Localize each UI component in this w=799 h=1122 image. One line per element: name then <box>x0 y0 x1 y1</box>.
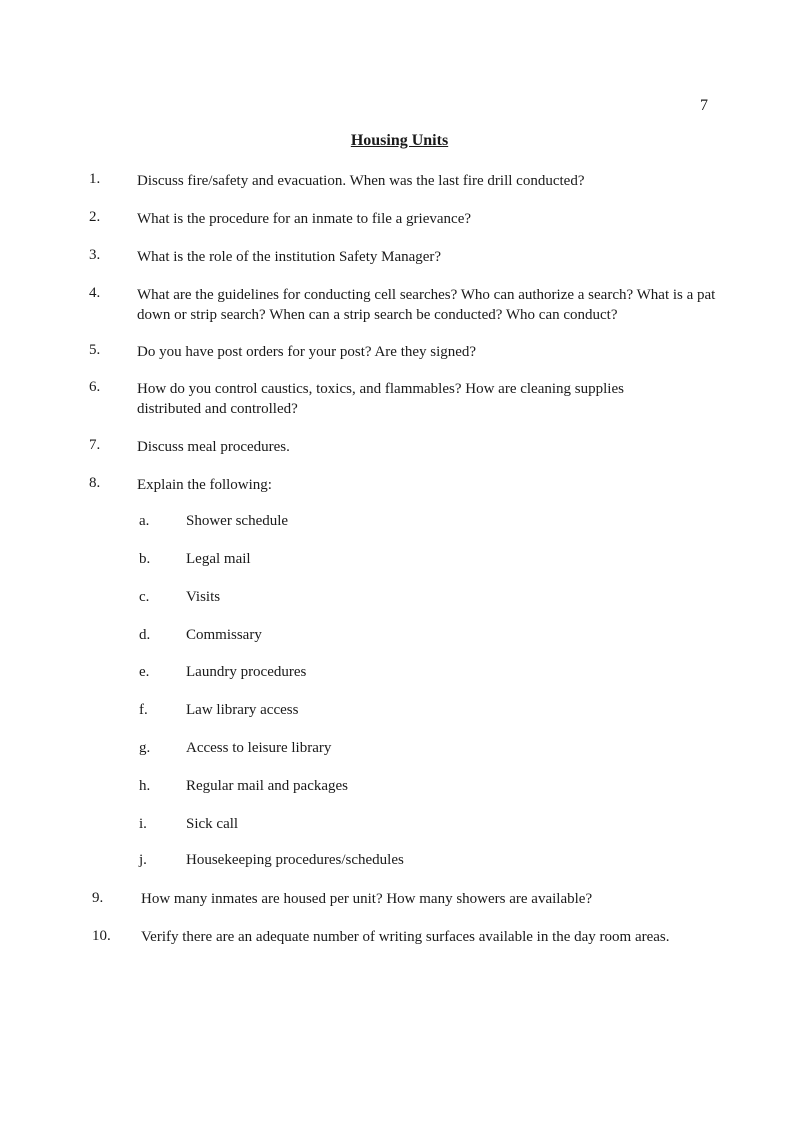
sub-item-letter: c. <box>139 589 150 605</box>
question-text: What are the guidelines for conducting cell searches? Who can authorize a search? What is a pat down or strip search? When can a strip search be conducted? Who can conduct? <box>137 287 716 323</box>
sub-item-text: Sick call <box>186 816 239 832</box>
sub-item-text: Regular mail and packages <box>186 778 349 794</box>
sub-item-letter: g. <box>139 740 151 756</box>
sub-item-text: Law library access <box>186 702 299 718</box>
question-number: 1. <box>89 171 101 187</box>
sub-item-text: Visits <box>186 589 221 605</box>
sub-item-text: Shower schedule <box>186 513 289 529</box>
sub-item-text: Access to leisure library <box>186 740 332 756</box>
question-number: 5. <box>89 342 101 358</box>
sub-item-text: Commissary <box>186 627 262 643</box>
question-text: What is the role of the institution Safety Manager? <box>137 249 442 265</box>
question-text: Verify there are an adequate number of writing surfaces available in the day room areas. <box>141 929 670 945</box>
question-text: How do you control caustics, toxics, and flammables? How are cleaning supplies distributed and controlled? <box>137 381 624 417</box>
sub-item-text: Housekeeping procedures/schedules <box>186 852 404 868</box>
sub-item-letter: b. <box>139 551 151 567</box>
page-title: Housing Units <box>350 132 449 149</box>
sub-item-letter: d. <box>139 627 151 643</box>
sub-item-letter: j. <box>139 852 147 868</box>
sub-item-text: Laundry procedures <box>186 664 307 680</box>
question-number: 2. <box>89 209 101 225</box>
sub-item-letter: f. <box>139 702 148 718</box>
question-text: Do you have post orders for your post? Are they signed? <box>137 344 477 360</box>
question-number: 8. <box>89 475 101 491</box>
question-text: Discuss fire/safety and evacuation. When was the last fire drill conducted? <box>137 173 585 189</box>
sub-item-letter: a. <box>139 513 150 529</box>
sub-item-letter: i. <box>139 816 147 832</box>
question-text: How many inmates are housed per unit? How many showers are available? <box>141 891 593 907</box>
question-text: What is the procedure for an inmate to file a grievance? <box>137 211 472 227</box>
page-number: 7 <box>700 97 708 114</box>
question-text: Explain the following: <box>137 477 272 493</box>
question-number: 6. <box>89 379 101 395</box>
sub-item-text: Legal mail <box>186 551 251 567</box>
question-number: 10. <box>92 928 111 944</box>
question-text: Discuss meal procedures. <box>137 439 290 455</box>
sub-item-letter: h. <box>139 778 151 794</box>
question-number: 9. <box>92 890 104 906</box>
question-number: 7. <box>89 437 101 453</box>
sub-item-letter: e. <box>139 664 150 680</box>
question-number: 4. <box>89 285 101 301</box>
question-number: 3. <box>89 247 101 263</box>
